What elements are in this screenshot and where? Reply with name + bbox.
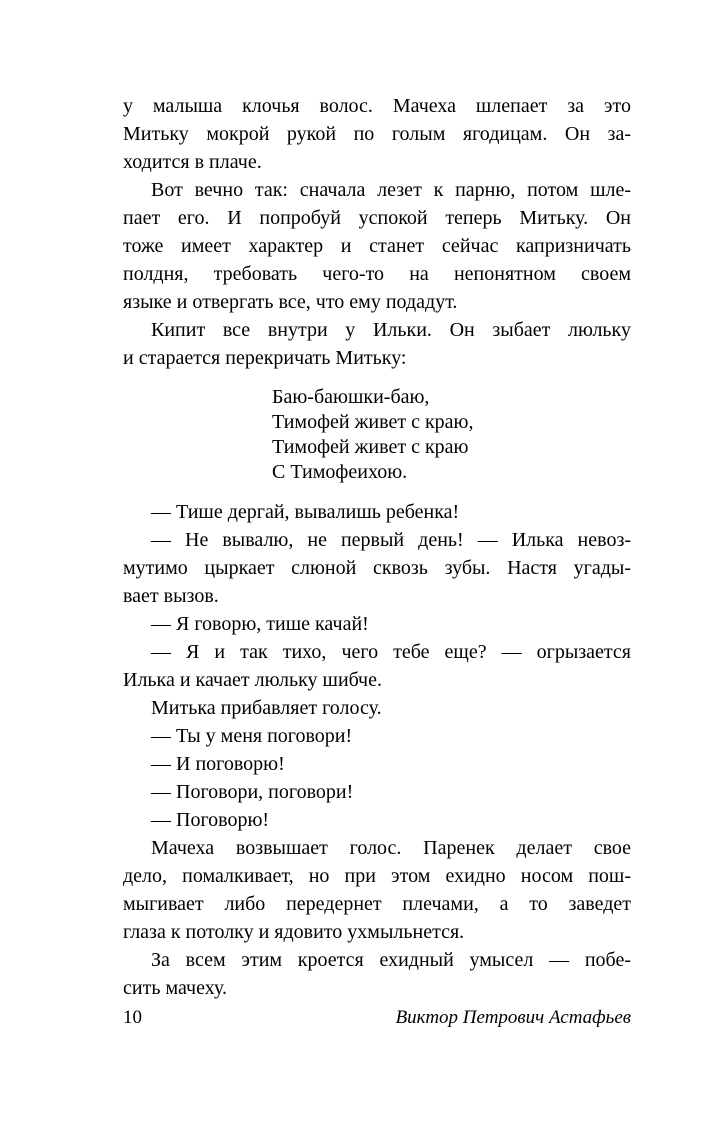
verse-line: Тимофей живет с краю, [272, 411, 474, 433]
paragraph-line: глаза к потолку и ядовито ухмыльнется. [123, 921, 465, 943]
paragraph-line: тоже имеет характер и станет сейчас капризничать [123, 235, 631, 257]
paragraph-line: у малыша клочья волос. Мачеха шлепает за это [123, 95, 631, 117]
paragraph-line: — Ты у меня поговори! [151, 725, 353, 747]
verse-block [123, 372, 631, 498]
paragraph-line: пает его. И попробуй успокой теперь Митьку. Он [123, 207, 631, 229]
paragraph-line: сить мачеху. [123, 977, 227, 999]
paragraph-line: Мачеха возвышает голос. Паренек делает свое [151, 837, 631, 859]
paragraph [123, 92, 631, 176]
paragraph-line: — И поговорю! [151, 753, 285, 775]
paragraph [123, 778, 631, 806]
paragraph [123, 946, 631, 1002]
paragraph-line: Кипит все внутри у Ильки. Он зыбает люльку [151, 319, 631, 341]
paragraph-line: Вот вечно так: сначала лезет к парню, потом шле- [151, 179, 631, 201]
paragraph-line: полдня, требовать чего-то на непонятном своем [123, 263, 631, 285]
footer [123, 1006, 631, 1030]
paragraph [123, 722, 631, 750]
paragraph-line: — Поговори, поговори! [151, 781, 354, 803]
paragraph-line: вает вызов. [123, 585, 219, 607]
paragraph [123, 176, 631, 316]
paragraph-line: ходится в плаче. [123, 151, 262, 173]
paragraph [123, 750, 631, 778]
paragraph [123, 316, 631, 372]
paragraph-line: Илька и качает люльку шибче. [123, 669, 382, 691]
verse-line: Тимофей живет с краю [272, 436, 469, 458]
paragraph [123, 806, 631, 834]
paragraph-line: и старается перекричать Митьку: [123, 347, 407, 369]
paragraph [123, 498, 631, 526]
page-number: 10 [123, 1007, 142, 1028]
paragraph [123, 638, 631, 694]
paragraph-line: — Поговорю! [151, 809, 270, 831]
paragraph [123, 834, 631, 946]
paragraph-line: мутимо цыркает слюной сквозь зубы. Настя угады- [123, 557, 631, 579]
paragraph-line: — Я говорю, тише качай! [151, 613, 369, 635]
paragraph [123, 610, 631, 638]
verse-line: С Тимофеихою. [272, 461, 408, 483]
paragraph-line: За всем этим кроется ехидный умысел — побе- [151, 949, 631, 971]
paragraph-line: — Тише дергай, вывалишь ребенка! [151, 501, 460, 523]
paragraph-line: языке и отвергать все, что ему подадут. [123, 291, 458, 313]
running-title-author: Виктор Петрович Астафьев [395, 1007, 631, 1028]
paragraph-line: мыгивает либо передернет плечами, а то заведет [123, 893, 631, 915]
verse-line: Баю-баюшки-баю, [272, 386, 430, 408]
paragraph [123, 694, 631, 722]
paragraph-line: Митьку мокрой рукой по голым ягодицам. Он за- [123, 123, 631, 145]
paragraph-line: дело, помалкивает, но при этом ехидно носом пош- [123, 865, 631, 887]
text-block [123, 92, 631, 1002]
paragraph-line: — Не вывалю, не первый день! — Илька невоз- [151, 529, 631, 551]
paragraph [123, 526, 631, 610]
paragraph-line: Митька прибавляет голосу. [151, 697, 382, 719]
paragraph-line: — Я и так тихо, чего тебе еще? — огрызается [151, 641, 631, 663]
